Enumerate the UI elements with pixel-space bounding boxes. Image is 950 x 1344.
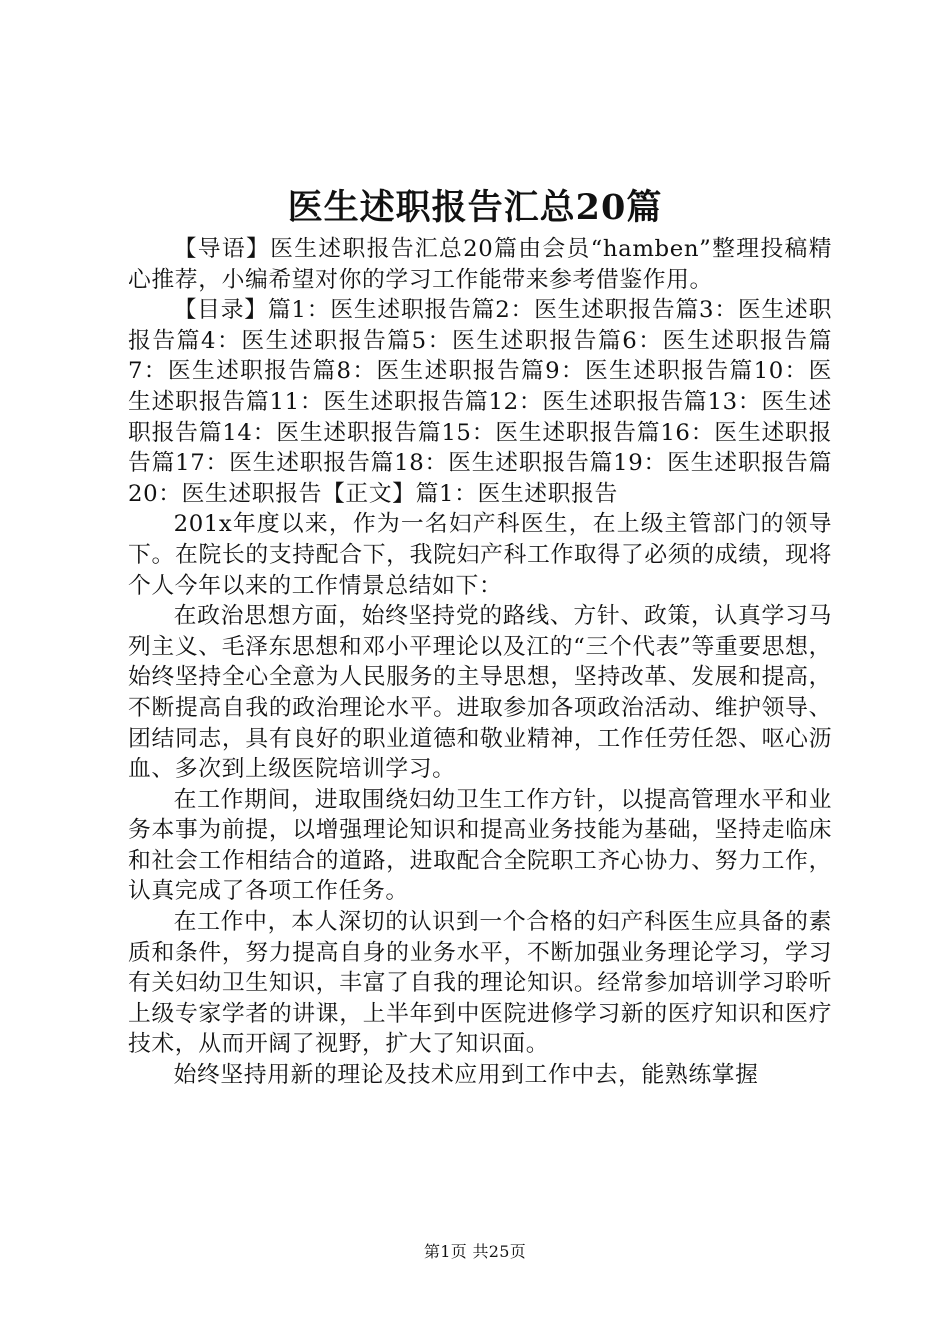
paragraph-body: 在工作中，本人深切的认识到一个合格的妇产科医生应具备的素质和条件，努力提高自身的业务水平，不断加强业务理论学习，学习有关妇幼卫生知识，丰富了自我的理论知识。经常参加培训学习聆听上级专家学者的讲课，上半年到中医院进修学习新的医疗知识和医疗技术，从而开阔了视野，扩大了知识面。 — [128, 909, 832, 1058]
paragraph-contents: 【目录】篇1：医生述职报告篇2：医生述职报告篇3：医生述职报告篇4：医生述职报告篇5：医生述职报告篇6：医生述职报告篇7：医生述职报告篇8：医生述职报告篇9：医生述职报告篇10：医生述职报告篇11：医生述职报告篇12：医生述职报告篇13：医生述职报告篇14：医生述职报告篇15：医生述职报告篇16：医生述职报告篇17：医生述职报告篇18：医生述职报告篇19：医生述职报告篇20：医生述职报告【正文】篇1：医生述职报告 — [128, 297, 832, 507]
paragraph-body: 在工作期间，进取围绕妇幼卫生工作方针，以提高管理水平和业务本事为前提，以增强理论知识和提高业务技能为基础，坚持走临床和社会工作相结合的道路，进取配合全院职工齐心协力、努力工作，认真完成了各项工作任务。 — [128, 786, 832, 905]
paragraph-body: 始终坚持用新的理论及技术应用到工作中去，能熟练掌握 — [173, 1062, 759, 1089]
page-title: 医生述职报告汇总20篇 — [287, 187, 663, 228]
paragraph-body: 在政治思想方面，始终坚持党的路线、方针、政策，认真学习马列主义、毛泽东思想和邓小平理论以及江的“三个代表”等重要思想，始终坚持全心全意为人民服务的主导思想，坚持改革、发展和提高，不断提高自我的政治理论水平。进取参加各项政治活动、维护领导、团结同志，具有良好的职业道德和敬业精神，工作任劳任怨、呕心沥血、多次到上级医院培训学习。 — [128, 603, 832, 783]
paragraph-intro: 【导语】医生述职报告汇总20篇由会员“hamben”整理投稿精心推荐，小编希望对你的学习工作能带来参考借鉴作用。 — [128, 236, 832, 293]
document-body — [128, 234, 832, 1091]
page-footer: 第1页 共25页 — [423, 1242, 527, 1261]
paragraph-body: 201x年度以来，作为一名妇产科医生，在上级主管部门的领导下。在院长的支持配合下，我院妇产科工作取得了必须的成绩，现将个人今年以来的工作情景总结如下： — [128, 511, 832, 599]
